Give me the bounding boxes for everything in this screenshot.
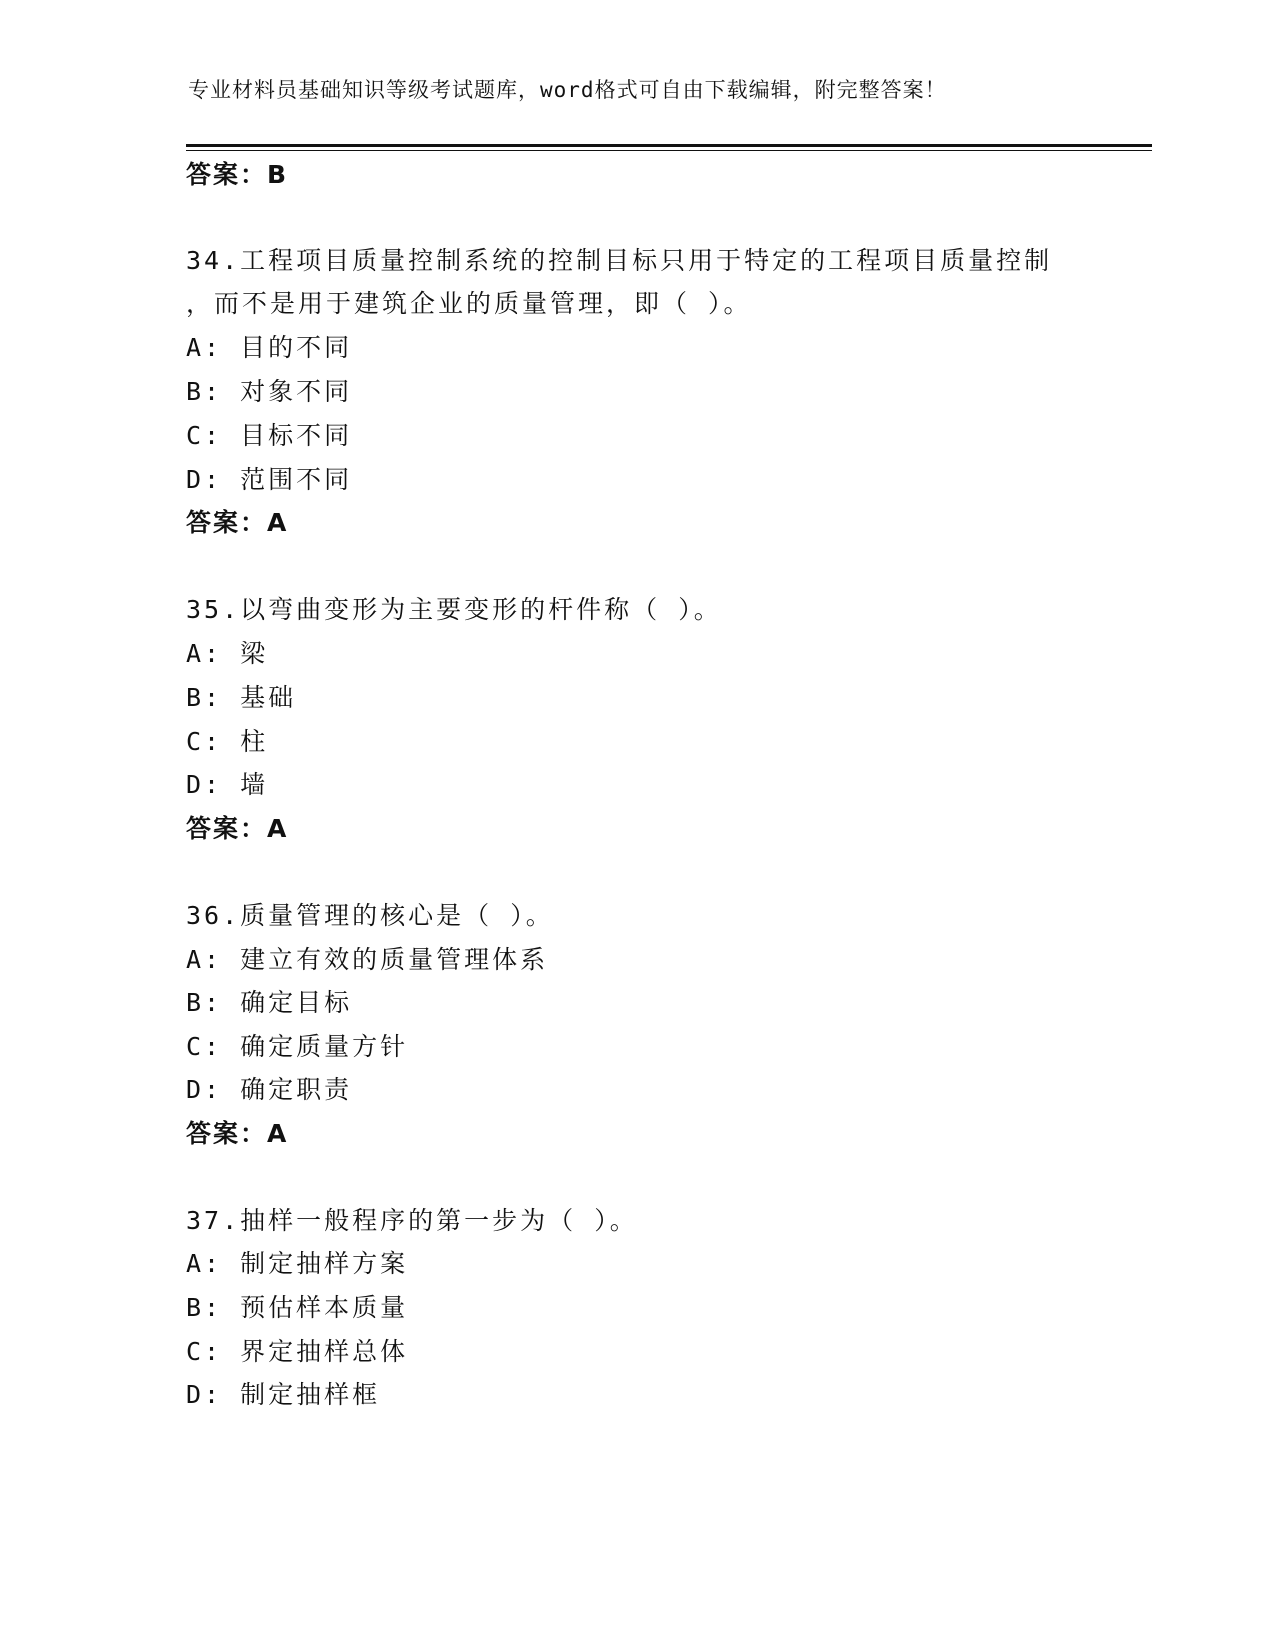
q34-option-c: C: 目标不同 (186, 421, 353, 450)
q35-answer: 答案：A (186, 814, 289, 843)
q36-stem: 36.质量管理的核心是（ ）。 (186, 901, 554, 930)
q34-option-a: A: 目的不同 (186, 333, 353, 362)
q35-option-b: B: 基础 (186, 683, 297, 712)
q36-answer: 答案：A (186, 1119, 289, 1148)
q37-option-c: C: 界定抽样总体 (186, 1337, 409, 1366)
page-header: 专业材料员基础知识等级考试题库，word格式可自由下载编辑，附完整答案！ (188, 78, 947, 102)
q34-option-d: D: 范围不同 (186, 465, 353, 494)
q34-stem-line-2: ，而不是用于建筑企业的质量管理，即（ ）。 (186, 289, 752, 318)
previous-answer: 答案：B (186, 160, 289, 189)
q34-stem-line-1: 34.工程项目质量控制系统的控制目标只用于特定的工程项目质量控制 (186, 246, 1053, 275)
q37-option-d: D: 制定抽样框 (186, 1380, 381, 1409)
q35-stem: 35.以弯曲变形为主要变形的杆件称（ ）。 (186, 595, 722, 624)
q34-option-b: B: 对象不同 (186, 377, 353, 406)
q34-answer: 答案：A (186, 508, 289, 537)
q37-option-a: A: 制定抽样方案 (186, 1249, 409, 1278)
header-rule-thin (186, 150, 1152, 151)
q37-stem: 37.抽样一般程序的第一步为（ ）。 (186, 1206, 638, 1235)
q36-option-b: B: 确定目标 (186, 988, 353, 1017)
q35-option-a: A: 梁 (186, 639, 269, 668)
header-rule-thick (186, 144, 1152, 147)
q36-option-c: C: 确定质量方针 (186, 1032, 409, 1061)
q35-option-d: D: 墙 (186, 770, 269, 799)
q35-option-c: C: 柱 (186, 727, 269, 756)
q37-option-b: B: 预估样本质量 (186, 1293, 409, 1322)
q36-option-d: D: 确定职责 (186, 1075, 353, 1104)
q36-option-a: A: 建立有效的质量管理体系 (186, 945, 549, 974)
